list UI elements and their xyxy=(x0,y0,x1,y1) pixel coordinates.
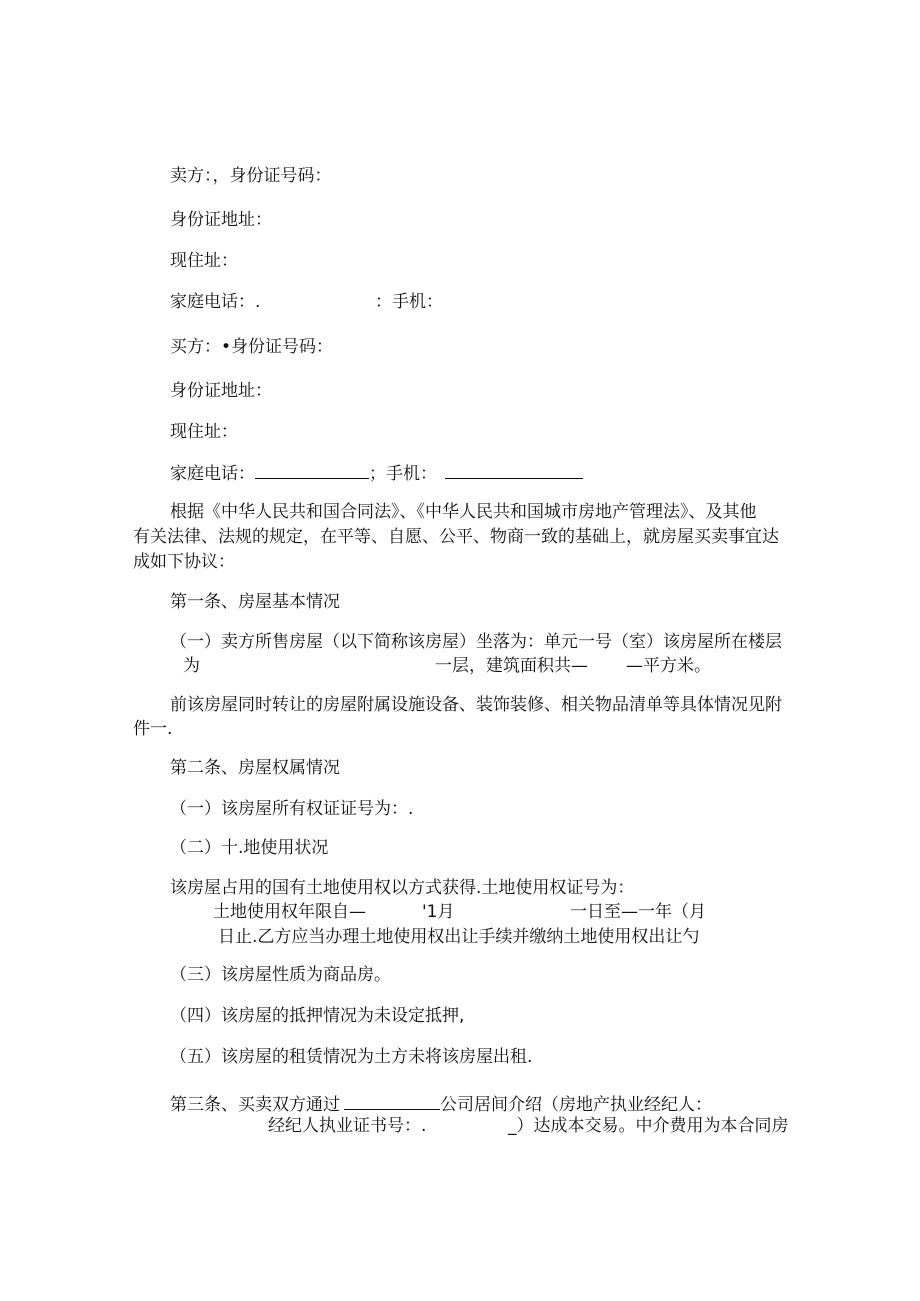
buyer-phone-label: 家庭电话： xyxy=(170,464,255,484)
article1-para-line2: 件一. xyxy=(133,719,173,739)
article3-line2-end: _）达成本交易。中介费用为本合同房 xyxy=(508,1116,789,1136)
seller-name-id-line: 卖方：，身份证号码： xyxy=(170,166,332,186)
article3-line2-start: 经纪人执业证书号：. xyxy=(268,1116,427,1136)
buyer-mobile-blank xyxy=(445,462,583,479)
article3-line1-end: 公司居间介绍（房地产执业经纪人： xyxy=(440,1095,712,1115)
article3-line1 xyxy=(170,1093,712,1115)
article2-title: 第二条、房屋权属情况 xyxy=(170,758,340,778)
article2-item4: （四）该房屋的抵押情况为未设定抵押, xyxy=(170,1006,465,1026)
article2-land-line3: 日止.乙方应当办理土地使用权出让手续并缴纳土地使用权出让勺 xyxy=(218,927,700,947)
buyer-phone-line xyxy=(170,462,583,484)
buyer-mobile-label: ；手机： xyxy=(369,464,437,484)
article1-title: 第一条、房屋基本情况 xyxy=(170,592,340,612)
article1-para-line1: 前该房屋同时转让的房屋附属设施设备、装饰装修、相关物品清单等具体情况见附 xyxy=(170,695,782,715)
article2-land-line2-start: 土地使用权年限自— xyxy=(213,902,366,922)
buyer-phone-blank xyxy=(255,462,369,479)
buyer-id-address-line: 身份证地址： xyxy=(170,381,272,401)
article1-item1-line2-start: 为 xyxy=(183,656,200,676)
preamble-line-1: 根据《中华人民共和国合同法》、《中华人民共和国城市房地产管理法》、及其他 xyxy=(170,502,757,522)
buyer-current-address-line: 现住址： xyxy=(170,422,238,442)
agency-name-blank xyxy=(344,1093,440,1110)
article1-item1-line2-end: —平方米。 xyxy=(626,656,711,676)
article2-land-line1: 该房屋占用的国有土地使用权以方式获得.土地使用权证号为： xyxy=(170,878,635,898)
seller-phone-label: 家庭电话：. xyxy=(170,292,261,312)
article2-land-line2-end: 一日至—一年（月 xyxy=(570,902,706,922)
article2-item1: （一）该房屋所有权证证号为：. xyxy=(170,799,414,819)
article2-item2: （二）十.地使用状况 xyxy=(170,838,329,858)
article2-item5: （五）该房屋的租赁情况为土方未将该房屋出租. xyxy=(170,1047,533,1067)
article3-line1-start: 第三条、买卖双方通过 xyxy=(170,1095,340,1115)
article1-item1-line1: （一）卖方所售房屋（以下简称该房屋）坐落为：单元一号（室）该房屋所在楼层 xyxy=(170,632,782,652)
article1-item1-line2-middle: 一层，建筑面积共— xyxy=(435,656,588,676)
seller-mobile-label: ：手机： xyxy=(375,292,443,312)
article2-land-line2-middle: '1月 xyxy=(422,902,455,922)
seller-id-address-line: 身份证地址： xyxy=(170,210,272,230)
preamble-line-2: 有关法律、法规的规定，在平等、自愿、公平、物商一致的基础上，就房屋买卖事宜达 xyxy=(133,527,779,547)
preamble-line-3: 成如下协议： xyxy=(133,552,235,572)
buyer-name-id-line: 买方：•身份证号码： xyxy=(170,337,334,357)
seller-current-address-line: 现住址： xyxy=(170,251,238,271)
article2-item3: （三）该房屋性质为商品房。 xyxy=(170,965,391,985)
